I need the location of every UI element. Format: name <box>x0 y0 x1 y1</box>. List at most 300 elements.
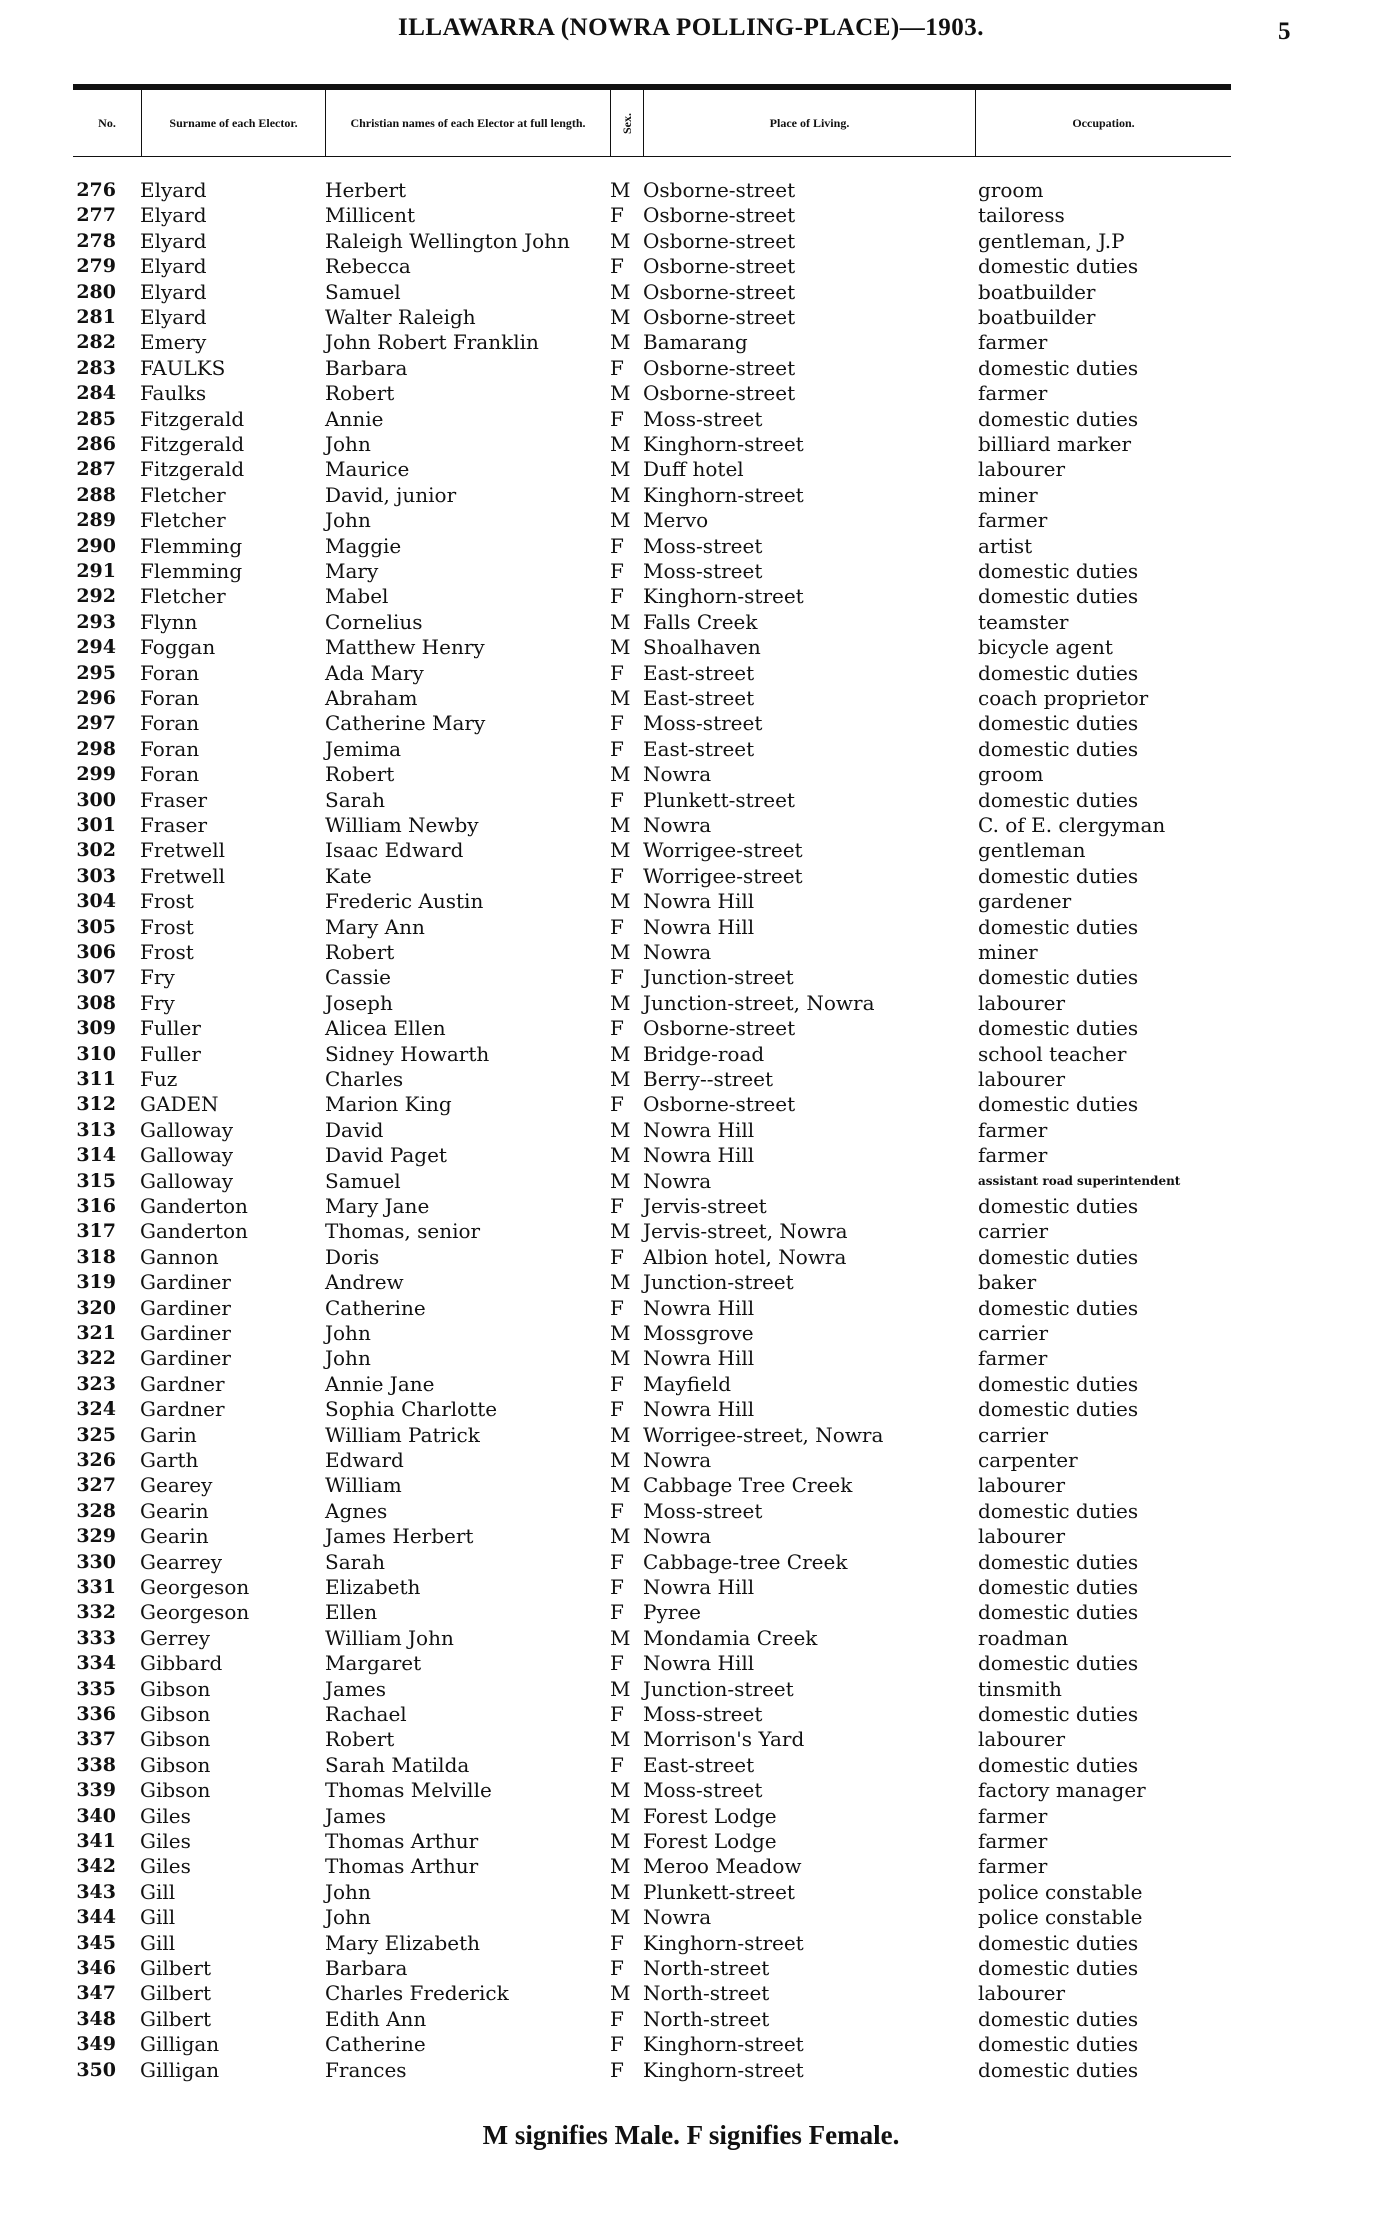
row-number: 294 <box>76 636 116 659</box>
christian-names: Samuel <box>325 279 401 304</box>
table-header <box>73 84 1231 157</box>
row-number: 285 <box>76 407 116 430</box>
sex: F <box>610 355 624 380</box>
place-of-living: Nowra Hill <box>643 1143 755 1168</box>
table-row <box>0 838 1382 863</box>
surname: Fretwell <box>140 838 226 863</box>
row-number: 286 <box>76 433 116 455</box>
table-row <box>0 1372 1382 1397</box>
surname: Emery <box>140 330 207 355</box>
sex: M <box>610 1321 631 1345</box>
occupation: domestic duties <box>978 1244 1139 1269</box>
table-row <box>0 635 1382 660</box>
place-of-living: Moss-street <box>643 533 763 558</box>
row-number: 324 <box>76 1398 116 1421</box>
sex: F <box>610 1016 624 1041</box>
christian-names: Doris <box>325 1244 380 1269</box>
sex: M <box>610 1041 631 1066</box>
surname: Gibson <box>140 1727 211 1752</box>
occupation: domestic duties <box>978 559 1139 583</box>
surname: Gilligan <box>140 2057 220 2082</box>
place-of-living: Plunkett-street <box>643 787 795 812</box>
christian-names: Maggie <box>325 533 402 558</box>
header-sex <box>610 90 643 156</box>
occupation: bicycle agent <box>978 635 1113 660</box>
christian-names: Cornelius <box>325 609 423 634</box>
row-number: 291 <box>76 560 116 582</box>
place-of-living: Berry--street <box>643 1067 774 1091</box>
sex: M <box>610 457 631 482</box>
sex: M <box>610 1905 631 1930</box>
christian-names: Abraham <box>325 686 418 710</box>
row-number: 302 <box>76 839 116 862</box>
christian-names: Joseph <box>325 990 393 1015</box>
place-of-living: Moss-street <box>643 1498 763 1523</box>
christian-names: Jemima <box>325 736 402 761</box>
row-number: 279 <box>76 255 116 278</box>
row-number: 336 <box>76 1703 116 1725</box>
sex: M <box>610 1879 631 1904</box>
christian-names: James <box>325 1803 387 1828</box>
sex: M <box>610 305 631 329</box>
table-row <box>0 381 1382 406</box>
table-row <box>0 1169 1382 1194</box>
row-number: 281 <box>76 306 116 328</box>
table-row <box>0 1448 1382 1473</box>
surname: Gearin <box>140 1498 209 1523</box>
table-row <box>0 889 1382 914</box>
table-row <box>0 813 1382 838</box>
row-number: 303 <box>76 864 116 887</box>
christian-names: Elizabeth <box>325 1575 421 1599</box>
occupation: farmer <box>978 330 1048 355</box>
table-row <box>0 1702 1382 1727</box>
table-row <box>0 1727 1382 1752</box>
surname: Fraser <box>140 787 208 812</box>
row-number: 321 <box>76 1322 116 1344</box>
christian-names: Barbara <box>325 1956 408 1980</box>
surname: Gill <box>140 1930 176 1955</box>
christian-names: John <box>325 1346 371 1371</box>
surname: Foran <box>140 686 200 710</box>
row-number: 340 <box>76 1804 116 1827</box>
surname: Gardiner <box>140 1346 231 1371</box>
occupation: domestic duties <box>978 1956 1139 1980</box>
row-number: 304 <box>76 890 116 913</box>
table-row <box>0 1880 1382 1905</box>
table-row <box>0 2032 1382 2057</box>
table-row <box>0 2007 1382 2032</box>
place-of-living: Osborne-street <box>643 178 796 202</box>
christian-names: Frederic Austin <box>325 889 484 914</box>
place-of-living: Osborne-street <box>643 254 796 279</box>
sex: M <box>610 1448 631 1472</box>
table-row <box>0 432 1382 457</box>
christian-names: William <box>325 1473 402 1498</box>
occupation: labourer <box>978 1067 1066 1091</box>
sex: M <box>610 1117 631 1142</box>
place-of-living: Moss-street <box>643 1702 763 1726</box>
table-row <box>0 203 1382 228</box>
occupation: domestic duties <box>978 1194 1139 1218</box>
sex: M <box>610 432 631 456</box>
table-row <box>0 1245 1382 1270</box>
place-of-living: Nowra <box>643 762 712 787</box>
surname: Foran <box>140 762 200 787</box>
place-of-living: Kinghorn-street <box>643 482 804 507</box>
row-number: 330 <box>76 1550 116 1573</box>
occupation: domestic duties <box>978 1600 1139 1625</box>
place-of-living: Plunkett-street <box>643 1879 795 1904</box>
table-row <box>0 407 1382 432</box>
surname: Gibson <box>140 1778 211 1803</box>
row-number: 337 <box>76 1728 116 1751</box>
sex: M <box>610 508 631 533</box>
row-number: 277 <box>76 204 116 227</box>
occupation: domestic duties <box>978 254 1139 279</box>
occupation: teamster <box>978 609 1069 634</box>
place-of-living: Nowra Hill <box>643 914 755 939</box>
header-surname: Surname of each Elector. <box>141 90 325 156</box>
surname: Ganderton <box>140 1219 248 1244</box>
table-row <box>0 305 1382 330</box>
sex: F <box>610 863 624 888</box>
surname: Frost <box>140 889 194 914</box>
occupation: domestic duties <box>978 2057 1139 2082</box>
place-of-living: Junction-street <box>643 1270 794 1295</box>
row-number: 316 <box>76 1195 116 1217</box>
occupation: C. of E. clergyman <box>978 813 1166 837</box>
table-row <box>0 1473 1382 1498</box>
place-of-living: Nowra <box>643 1168 712 1193</box>
christian-names: Ellen <box>325 1600 378 1625</box>
christian-names: Thomas Arthur <box>325 1854 479 1879</box>
sex: M <box>610 1803 631 1828</box>
sex: M <box>610 279 631 304</box>
occupation: boatbuilder <box>978 279 1096 304</box>
row-number: 315 <box>76 1169 116 1192</box>
row-number: 292 <box>76 585 116 608</box>
christian-names: William John <box>325 1625 454 1650</box>
table-row <box>0 610 1382 635</box>
surname: GADEN <box>140 1092 219 1117</box>
surname: Garth <box>140 1448 199 1472</box>
surname: Elyard <box>140 279 207 304</box>
christian-names: Agnes <box>325 1498 388 1523</box>
sex: M <box>610 635 631 660</box>
place-of-living: Junction-street <box>643 1676 794 1701</box>
place-of-living: Nowra <box>643 940 712 964</box>
table-row <box>0 1194 1382 1219</box>
table-row <box>0 1296 1382 1321</box>
occupation: carpenter <box>978 1448 1078 1472</box>
table-row <box>0 1219 1382 1244</box>
surname: Giles <box>140 1829 191 1853</box>
occupation: carrier <box>978 1422 1049 1447</box>
surname: Gearin <box>140 1524 209 1549</box>
sex: F <box>610 1397 624 1422</box>
occupation: groom <box>978 178 1044 202</box>
surname: Gill <box>140 1905 176 1930</box>
surname: Gibson <box>140 1676 211 1701</box>
christian-names: Samuel <box>325 1168 401 1193</box>
place-of-living: Forest Lodge <box>643 1803 777 1828</box>
sex: F <box>610 559 624 583</box>
occupation: coach proprietor <box>978 686 1149 710</box>
table-row <box>0 1118 1382 1143</box>
occupation: domestic duties <box>978 660 1139 685</box>
sex: F <box>610 1600 624 1625</box>
christian-names: Kate <box>325 863 372 888</box>
christian-names: Sophia Charlotte <box>325 1397 498 1422</box>
sex: F <box>610 2057 624 2082</box>
header-sex-label: Sex. <box>619 112 634 134</box>
surname: Fitzgerald <box>140 457 245 482</box>
occupation: factory manager <box>978 1778 1146 1803</box>
place-of-living: Nowra Hill <box>643 889 755 914</box>
table-row <box>0 1600 1382 1625</box>
christian-names: Edward <box>325 1448 404 1472</box>
row-number: 348 <box>76 2007 116 2030</box>
table-row <box>0 457 1382 482</box>
occupation: domestic duties <box>978 1016 1139 1041</box>
place-of-living: Nowra Hill <box>643 1117 755 1142</box>
surname: Elyard <box>140 178 207 202</box>
christian-names: Thomas Arthur <box>325 1829 479 1853</box>
sex: F <box>610 406 624 431</box>
occupation: labourer <box>978 1981 1066 2006</box>
christian-names: Catherine Mary <box>325 711 486 736</box>
occupation: tailoress <box>978 203 1065 228</box>
surname: Gilbert <box>140 1956 212 1980</box>
row-number: 300 <box>76 788 116 811</box>
row-number: 290 <box>76 534 116 557</box>
place-of-living: Jervis-street <box>643 1194 767 1218</box>
table-row <box>0 1143 1382 1168</box>
place-of-living: East-street <box>643 686 755 710</box>
row-number: 310 <box>76 1042 116 1065</box>
place-of-living: Osborne-street <box>643 279 796 304</box>
occupation: domestic duties <box>978 1498 1139 1523</box>
occupation: labourer <box>978 990 1066 1015</box>
occupation: police constable <box>978 1905 1143 1930</box>
surname: Foggan <box>140 635 216 660</box>
sex: M <box>610 609 631 634</box>
christian-names: Charles Frederick <box>325 1981 509 2006</box>
occupation: carrier <box>978 1219 1049 1244</box>
surname: Giles <box>140 1803 191 1828</box>
place-of-living: Osborne-street <box>643 355 796 380</box>
place-of-living: Falls Creek <box>643 609 758 634</box>
christian-names: Sarah <box>325 787 385 812</box>
surname: Elyard <box>140 305 207 329</box>
christian-names: David <box>325 1117 384 1142</box>
sex: M <box>610 838 631 863</box>
place-of-living: Nowra Hill <box>643 1651 755 1676</box>
row-number: 287 <box>76 458 116 481</box>
christian-names: Sarah <box>325 1549 385 1574</box>
place-of-living: Meroo Meadow <box>643 1854 802 1879</box>
sex: M <box>610 1422 631 1447</box>
occupation: domestic duties <box>978 711 1139 736</box>
occupation: police constable <box>978 1879 1143 1904</box>
occupation: domestic duties <box>978 584 1139 609</box>
table-row <box>0 1854 1382 1879</box>
christian-names: James Herbert <box>325 1524 474 1549</box>
occupation: domestic duties <box>978 1575 1139 1599</box>
surname: Fletcher <box>140 584 226 609</box>
table-row <box>0 584 1382 609</box>
sex: M <box>610 1676 631 1701</box>
row-number: 326 <box>76 1449 116 1471</box>
table-row <box>0 991 1382 1016</box>
christian-names: John <box>325 1879 371 1904</box>
surname: Fuz <box>140 1067 178 1091</box>
occupation: domestic duties <box>978 1295 1139 1320</box>
sex: F <box>610 1575 624 1599</box>
place-of-living: Bamarang <box>643 330 748 355</box>
sex: M <box>610 1067 631 1091</box>
place-of-living: Mondamia Creek <box>643 1625 818 1650</box>
footer-legend: M signifies Male. F signifies Female. <box>482 2120 900 2150</box>
christian-names: John Robert Franklin <box>325 330 539 355</box>
place-of-living: Kinghorn-street <box>643 432 804 456</box>
sex: M <box>610 1168 631 1193</box>
table-row <box>0 661 1382 686</box>
row-number: 311 <box>76 1068 116 1090</box>
row-number: 333 <box>76 1626 116 1649</box>
table-row <box>0 1321 1382 1346</box>
occupation: farmer <box>978 1143 1048 1168</box>
christian-names: John <box>325 1321 371 1345</box>
place-of-living: Morrison's Yard <box>643 1727 805 1752</box>
table-row <box>0 1981 1382 2006</box>
sex: M <box>610 381 631 406</box>
christian-names: James <box>325 1676 387 1701</box>
row-number: 325 <box>76 1423 116 1446</box>
row-number: 314 <box>76 1144 116 1167</box>
surname: Gill <box>140 1879 176 1904</box>
row-number: 312 <box>76 1093 116 1116</box>
occupation: domestic duties <box>978 2006 1139 2031</box>
row-number: 346 <box>76 1957 116 1979</box>
place-of-living: Mossgrove <box>643 1321 754 1345</box>
occupation: assistant road superintendent <box>978 1173 1181 1188</box>
table-row <box>0 1397 1382 1422</box>
surname: Fry <box>140 990 175 1015</box>
christian-names: Robert <box>325 1727 395 1752</box>
surname: Fletcher <box>140 508 226 533</box>
table-row <box>0 229 1382 254</box>
sex: F <box>610 1549 624 1574</box>
sex: M <box>610 1143 631 1168</box>
place-of-living: Kinghorn-street <box>643 1930 804 1955</box>
place-of-living: Albion hotel, Nowra <box>643 1244 847 1269</box>
occupation: miner <box>978 940 1038 964</box>
table-row <box>0 940 1382 965</box>
christian-names: Robert <box>325 381 395 406</box>
row-number: 331 <box>76 1576 116 1598</box>
row-number: 307 <box>76 966 116 989</box>
sex: F <box>610 711 624 736</box>
place-of-living: Kinghorn-street <box>643 2032 804 2057</box>
table-row <box>0 1042 1382 1067</box>
christian-names: Edith Ann <box>325 2006 427 2031</box>
occupation: domestic duties <box>978 1397 1139 1422</box>
surname: Flemming <box>140 533 243 558</box>
row-number: 342 <box>76 1855 116 1878</box>
occupation: labourer <box>978 457 1066 482</box>
row-number: 301 <box>76 814 116 836</box>
row-number: 305 <box>76 915 116 938</box>
place-of-living: East-street <box>643 736 755 761</box>
row-number: 298 <box>76 737 116 760</box>
table-row <box>0 1753 1382 1778</box>
christian-names: Robert <box>325 762 395 787</box>
table-row <box>0 1804 1382 1829</box>
sex: F <box>610 1244 624 1269</box>
surname: Galloway <box>140 1117 234 1142</box>
place-of-living: Duff hotel <box>643 457 744 482</box>
surname: Gardiner <box>140 1270 231 1295</box>
row-number: 350 <box>76 2058 116 2081</box>
occupation: farmer <box>978 381 1048 406</box>
surname: Gilbert <box>140 2006 212 2031</box>
place-of-living: Nowra Hill <box>643 1397 755 1422</box>
row-number: 322 <box>76 1347 116 1370</box>
place-of-living: Mayfield <box>643 1371 732 1396</box>
surname: Galloway <box>140 1143 234 1168</box>
table-row <box>0 1651 1382 1676</box>
row-number: 344 <box>76 1906 116 1929</box>
occupation: carrier <box>978 1321 1049 1345</box>
christian-names: David, junior <box>325 482 457 507</box>
sex: F <box>610 2006 624 2031</box>
place-of-living: Moss-street <box>643 406 763 431</box>
row-number: 318 <box>76 1245 116 1268</box>
sex: M <box>610 1625 631 1650</box>
sex: M <box>610 330 631 355</box>
page-number: 5 <box>1278 18 1291 45</box>
surname: Elyard <box>140 254 207 279</box>
occupation: labourer <box>978 1524 1066 1549</box>
row-number: 308 <box>76 991 116 1014</box>
row-number: 313 <box>76 1118 116 1141</box>
surname: Gilligan <box>140 2032 220 2057</box>
surname: Fitzgerald <box>140 406 245 431</box>
table-row <box>0 1499 1382 1524</box>
surname: Gibson <box>140 1702 211 1726</box>
surname: Faulks <box>140 381 207 406</box>
surname: Ganderton <box>140 1194 248 1218</box>
place-of-living: Bridge-road <box>643 1041 765 1066</box>
surname: Giles <box>140 1854 191 1879</box>
place-of-living: Osborne-street <box>643 381 796 406</box>
sex: M <box>610 813 631 837</box>
occupation: groom <box>978 762 1044 787</box>
occupation: domestic duties <box>978 1930 1139 1955</box>
surname: Gibbard <box>140 1651 223 1676</box>
row-number: 343 <box>76 1880 116 1903</box>
table-row <box>0 864 1382 889</box>
christian-names: Cassie <box>325 965 391 990</box>
place-of-living: Osborne-street <box>643 305 796 329</box>
row-number: 306 <box>76 941 116 963</box>
christian-names: Charles <box>325 1067 404 1091</box>
christian-names: Sarah Matilda <box>325 1752 470 1777</box>
row-number: 282 <box>76 331 116 354</box>
surname: Garin <box>140 1422 197 1447</box>
